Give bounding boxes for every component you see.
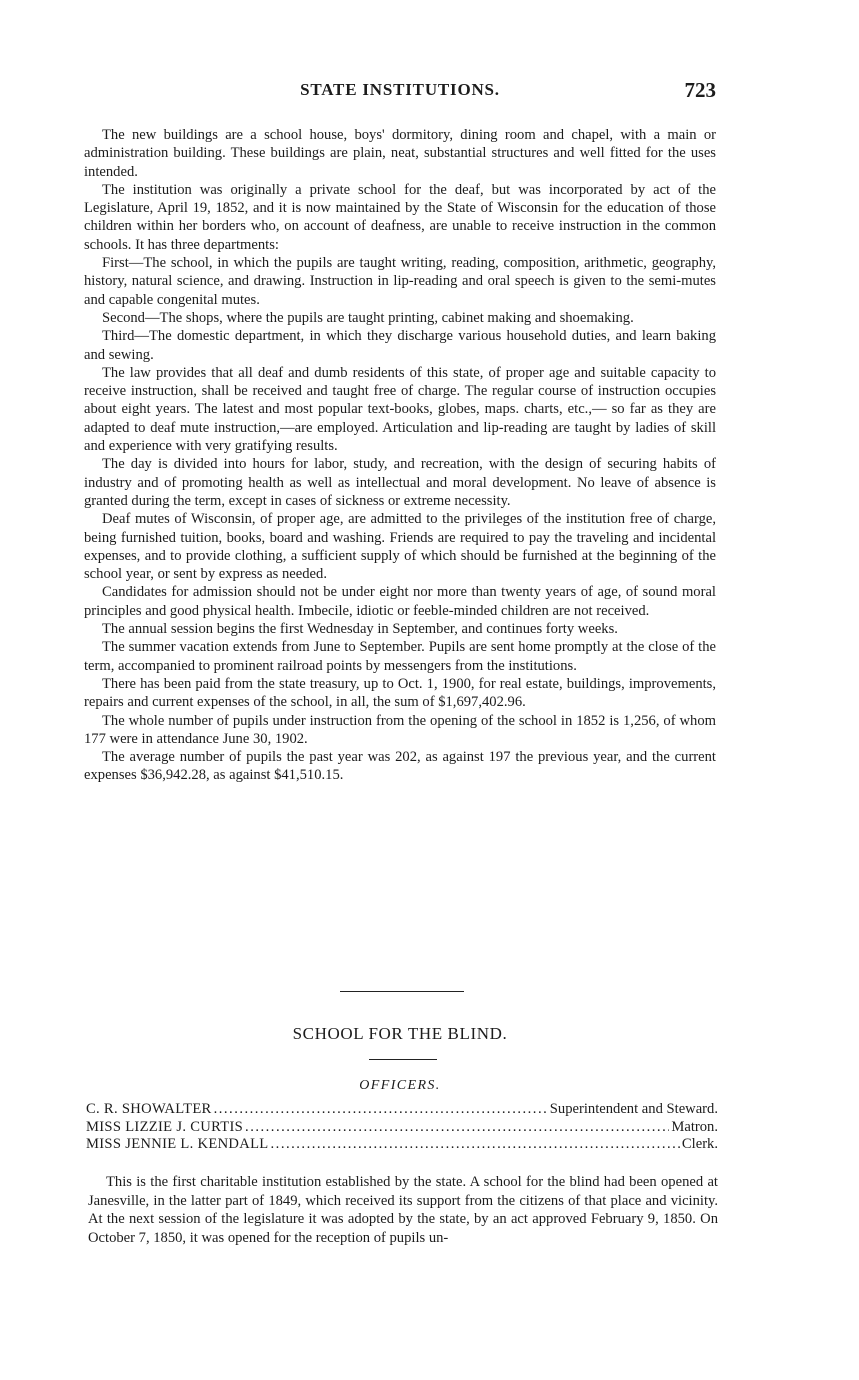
blind-school-text — [88, 1173, 718, 1247]
title-underline-rule — [369, 1059, 437, 1060]
officer-name: MISS JENNIE L. KENDALL — [86, 1136, 269, 1152]
paragraph: The institution was originally a private school for the deaf, but was incorporated by act of the Legislature, April 19, 1852, and it is now maintained by the State of Wisconsin for the education of those children within her borders who, on account of deafness, are unable to receive instruction in the common schools. It has three departments: — [84, 181, 716, 253]
officer-title: Superintendent and Steward. — [549, 1101, 718, 1117]
paragraph: There has been paid from the state treasury, up to Oct. 1, 1900, for real estate, buildings, improvements, repairs and current expenses of the school, in all, the sum of $1,697,402.96. — [84, 675, 716, 711]
officers-list — [86, 1101, 718, 1154]
paragraph: The whole number of pupils under instruction from the opening of the school in 1852 is 1,256, of whom 177 were in attendance June 30, 1902. — [84, 712, 716, 747]
paragraph: Deaf mutes of Wisconsin, of proper age, are admitted to the privileges of the institution free of charge, being furnished tuition, books, board and washing. Friends are required to pay the traveling and incidental expenses, and to provide clothing, a sufficient supply of which should be furnished at the beginning of the school year, or sent by express as needed. — [84, 511, 716, 583]
paragraph: The average number of pupils the past year was 202, as against 197 the previous year, and the current expenses $36,942.28, as against $41,510.15. — [84, 749, 716, 784]
paragraph: The day is divided into hours for labor, study, and recreation, with the design of securing habits of industry and of promoting health as well as intellectual and moral development. No leave of absence is granted during the term, except in cases of sickness or extreme necessity. — [84, 456, 716, 509]
section-divider-rule — [340, 991, 464, 992]
running-header — [84, 78, 716, 106]
leader-dots — [214, 1101, 548, 1119]
officer-name: C. R. SHOWALTER — [86, 1101, 212, 1117]
officer-title: Clerk. — [681, 1136, 718, 1152]
paragraph: This is the first charitable institution established by the state. A school for the blind had been opened at Janesville, in the latter part of 1849, which received its support from the citizens of that place and vicinity. At the next session of the legislature it was adopted by the state, by an act approved February 9, 1850. On October 7, 1850, it was opened for the reception of pupils un- — [88, 1174, 718, 1246]
paragraph: Second—The shops, where the pupils are taught printing, cabinet making and shoemaking. — [102, 309, 634, 326]
paragraph: The annual session begins the first Wednesday in September, and continues forty weeks. — [102, 621, 618, 638]
paragraph: Candidates for admission should not be under eight nor more than twenty years of age, of sound moral principles and good physical health. Imbecile, idiotic or feeble-minded children are not received. — [84, 584, 716, 619]
deaf-school-text — [84, 126, 716, 785]
page-number: 723 — [684, 78, 716, 102]
officer-title: Matron. — [671, 1118, 718, 1135]
officer-row — [86, 1136, 718, 1154]
leader-dots — [271, 1136, 680, 1154]
officer-name: MISS LIZZIE J. CURTIS — [86, 1118, 244, 1135]
officer-row — [86, 1119, 718, 1137]
paragraph: Third—The domestic department, in which they discharge various household duties, and learn baking and sewing. — [84, 328, 716, 363]
leader-dots — [245, 1119, 669, 1137]
paragraph: The new buildings are a school house, boys' dormitory, dining room and chapel, with a main or administration building. These buildings are plain, neat, substantial structures and well fitted for the uses intended. — [84, 127, 716, 180]
paragraph: The law provides that all deaf and dumb residents of this state, of proper age and suitable capacity to receive instruction, shall be received and taught free of charge. The regular course of instruction occupies about eight years. The latest and most popular text-books, globes, maps. charts, etc.,— so far as they are adapted to deaf mute instruction,—are employed. Articulation and lip-reading are taught by ladies of skill and experience with very gratifying results. — [84, 364, 716, 455]
officers-heading: OFFICERS. — [359, 1078, 441, 1093]
paragraph: The summer vacation extends from June to September. Pupils are sent home promptly at the close of the term, accompanied to prominent railroad points by messengers from the institutions. — [84, 639, 716, 674]
running-title: STATE INSTITUTIONS. — [300, 80, 500, 99]
officer-row — [86, 1101, 718, 1119]
paragraph: First—The school, in which the pupils are taught writing, reading, composition, arithmetic, geography, history, natural science, and drawing. Instruction in lip-reading and oral speech is given to the semi-mutes and capable congenital mutes. — [84, 255, 716, 308]
section-title: SCHOOL FOR THE BLIND. — [292, 1024, 508, 1043]
